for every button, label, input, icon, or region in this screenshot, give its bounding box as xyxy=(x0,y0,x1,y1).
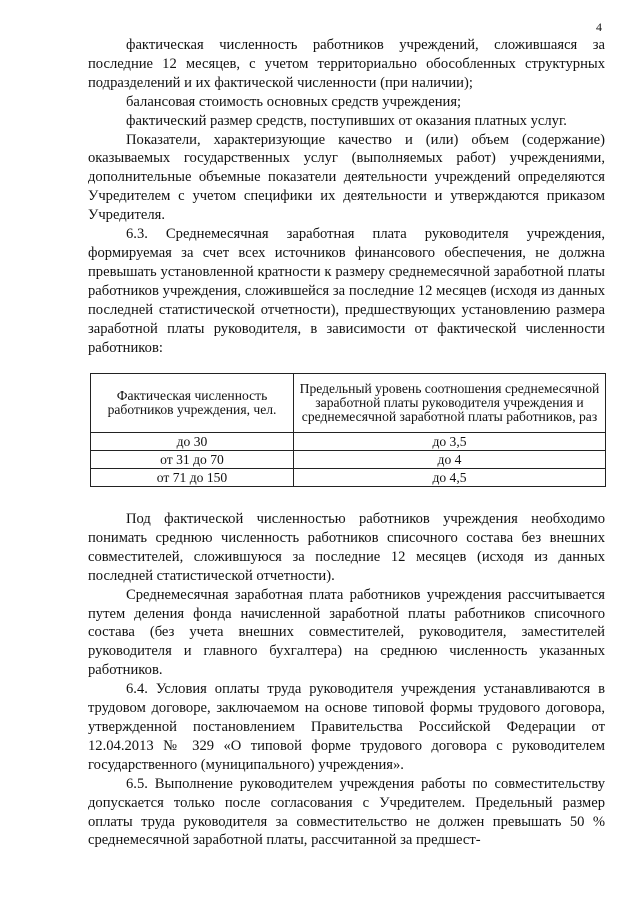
paragraph: фактическая численность работников учреждений, сложившаяся за последние 12 месяцев, с учетом территориально обособленных структурных подразделений и их фактической численности (при наличии); xyxy=(88,37,605,91)
table-cell: до 3,5 xyxy=(294,433,606,451)
table-cell: до 4,5 xyxy=(294,469,606,487)
table-cell: от 31 до 70 xyxy=(91,451,294,469)
table-cell: до 4 xyxy=(294,451,606,469)
table-cell: до 30 xyxy=(91,433,294,451)
paragraph: 6.5. Выполнение руководителем учреждения работы по совместительству допускается только после согласования с Учредителем. Предельный размер оплаты труда руководителя за совместительство не должен превышать 50 % среднемесячной заработной платы, рассчитанной за предшест- xyxy=(88,775,605,849)
paragraph: фактический размер средств, поступивших от оказания платных услуг. xyxy=(126,112,567,129)
paragraph: 6.3. Среднемесячная заработная плата руководителя учреждения, формируемая за счет всех источников финансового обеспечения, не должна превышать установленной кратности к размеру среднемесячной заработной платы работников учреждения, сложившейся за последние 12 месяцев (исходя из данных последней статистической отчетности), предшествующих установлению размера заработной платы руководителя, в зависимости от фактической численности работников: xyxy=(88,226,605,356)
paragraph: Среднемесячная заработная плата работников учреждения рассчитывается путем деления фонда начисленной заработной платы работников списочного состава (без учета внешних совместителей, руководителя, заместителей руководителя и главного бухгалтера) на среднюю численность указанных работников. xyxy=(88,586,605,679)
table-header: Предельный уровень соотношения среднемесячной заработной платы руководителя учреждения и среднемесячной заработной платы работников, раз xyxy=(294,374,606,433)
top-text xyxy=(88,36,605,357)
paragraph: Под фактической численностью работников учреждения необходимо понимать среднюю численность работников списочного состава без внешних совместителей, сложившуюся за последние 12 месяцев (исходя из данных последней статистической отчетности). xyxy=(88,511,605,584)
salary-ratio-table xyxy=(90,373,606,487)
table-row xyxy=(91,469,606,487)
bottom-text xyxy=(88,510,605,850)
table-header: Фактическая численность работников учреждения, чел. xyxy=(91,374,294,433)
paragraph: балансовая стоимость основных средств учреждения; xyxy=(126,93,462,110)
paragraph: 6.4. Условия оплаты труда руководителя учреждения устанавливаются в трудовом договоре, заключаемом на основе типовой формы трудового договора, утвержденной постановлением Правительства Российской Федерации от 12.04.2013 № 329 «О типовой форме трудового договора с руководителем государственного (муниципального) учреждения». xyxy=(88,681,605,773)
table-row xyxy=(91,433,606,451)
table-cell: от 71 до 150 xyxy=(91,469,294,487)
paragraph: Показатели, характеризующие качество и (или) объем (содержание) оказываемых государственных услуг (выполняемых работ) учреждениями, дополнительные объемные показатели деятельности учреждений определяются Учредителем с учетом специфики их деятельности и утверждаются приказом Учредителя. xyxy=(88,131,605,224)
table-header-row xyxy=(91,374,606,433)
table-row xyxy=(91,451,606,469)
page-number: 4 xyxy=(596,20,602,34)
